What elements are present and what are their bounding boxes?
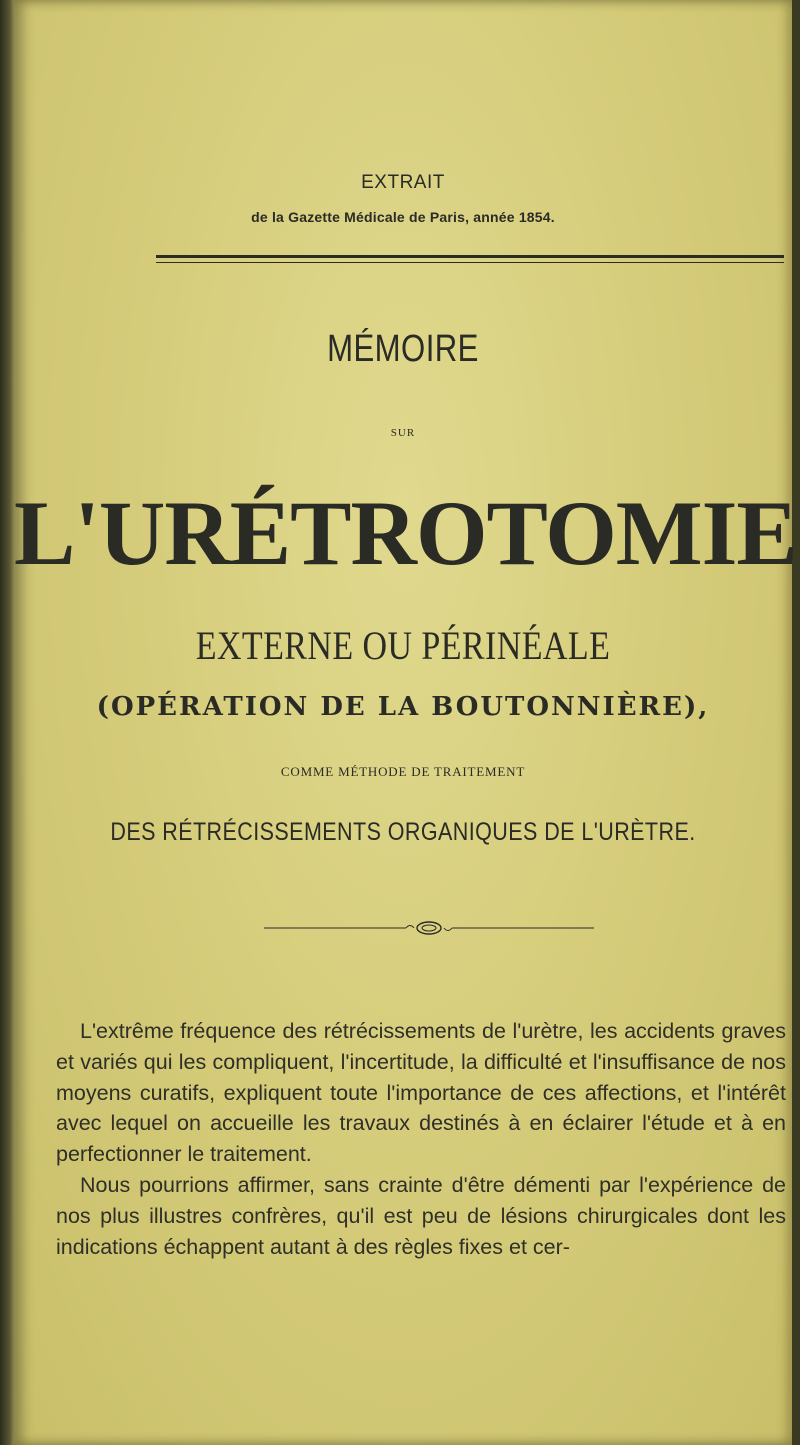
method-line: COMME MÉTHODE DE TRAITEMENT (280, 764, 526, 779)
subtitle: EXTERNE OU PÉRINÉALE (195, 623, 611, 668)
document-page (14, 0, 797, 1445)
memoire-heading: MÉMOIRE (327, 328, 479, 370)
sur-word: SUR (390, 427, 416, 439)
extrait-heading: EXTRAIT (361, 172, 445, 193)
thin-divider (156, 262, 784, 263)
book-spine-edge (0, 0, 14, 1445)
source-line: de la Gazette Médicale de Paris, année 1854. (251, 209, 555, 225)
main-title: L'URÉTROTOMIE (14, 482, 797, 584)
body-text (56, 1016, 786, 1262)
body-paragraph-1: L'extrême fréquence des rétrécissements de l'urètre, les accidents graves et variés qui les compliquent, l'incertitude, la difficulté et l'insuffisance de nos moyens curatifs, expliquent toute l'importance de ces affections, et l'intérêt avec lequel on accueille les travaux destinés à en éclairer l'étude et à en perfectionner le traitement. (56, 1019, 786, 1167)
operation-line: (OPÉRATION DE LA BOUTONNIÈRE), (96, 692, 710, 722)
thick-divider (156, 255, 784, 258)
strictures-line: DES RÉTRÉCISSEMENTS ORGANIQUES DE L'URÈTRE. (110, 818, 696, 846)
ornament-divider-icon (264, 918, 594, 938)
body-paragraph-2: Nous pourrions affirmer, sans crainte d'être démenti par l'expérience de nos plus illustres confrères, qu'il est peu de lésions chirurgicales dont les indications échappent autant à des règles fixes et cer- (56, 1172, 786, 1259)
